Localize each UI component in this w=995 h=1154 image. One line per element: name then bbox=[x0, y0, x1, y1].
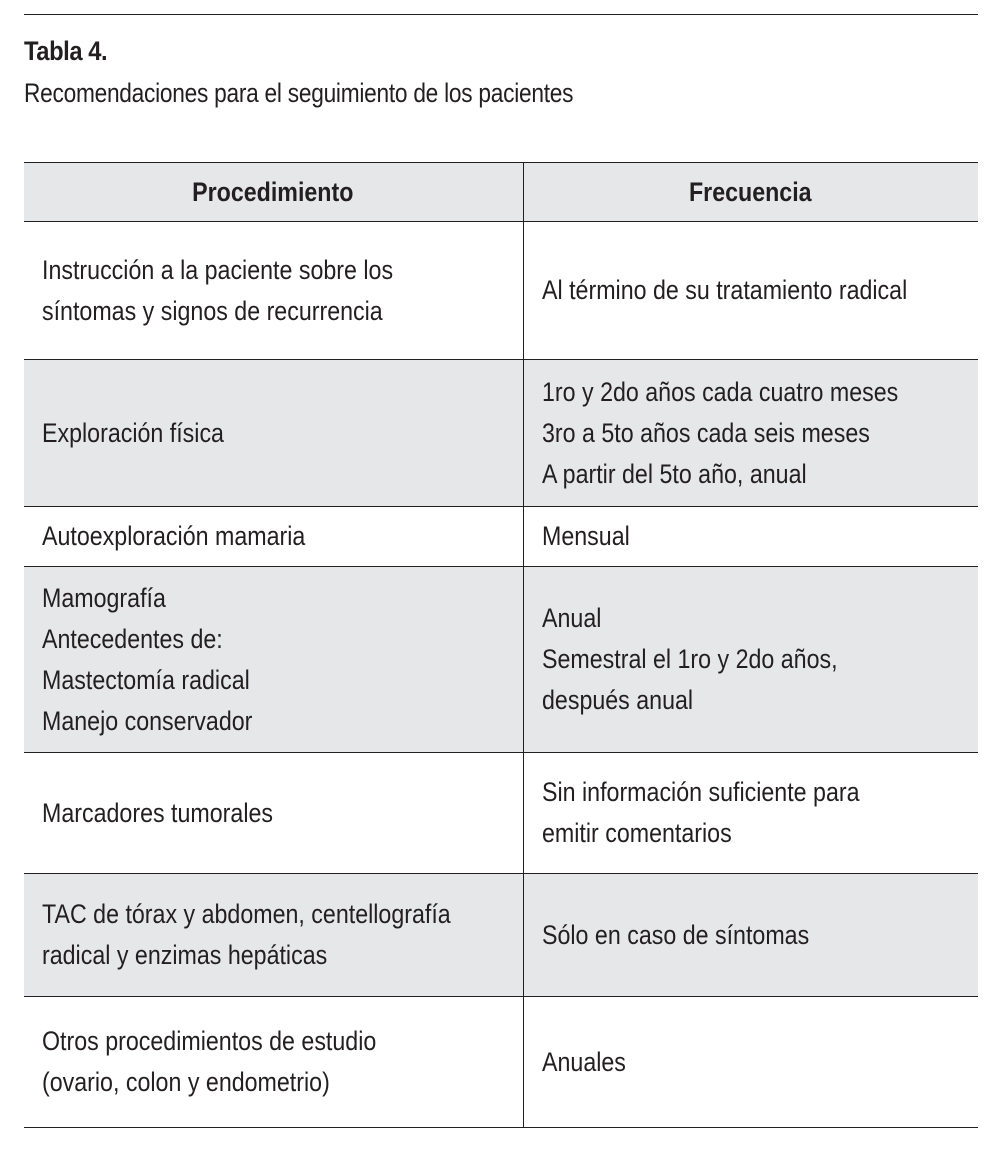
frequency-cell: Al término de su tratamiento radical bbox=[523, 222, 978, 360]
procedure-cell: Mamografía Antecedentes de: Mastectomía radical Manejo conservador bbox=[24, 567, 523, 753]
frequency-cell: Sólo en caso de síntomas bbox=[523, 874, 978, 997]
follow-up-table bbox=[24, 162, 978, 1128]
frequency-cell: Mensual bbox=[523, 507, 978, 567]
header-frecuencia: Frecuencia bbox=[523, 163, 978, 222]
table-row bbox=[24, 753, 978, 874]
table-row bbox=[24, 997, 978, 1128]
table-row bbox=[24, 360, 978, 507]
table-row bbox=[24, 874, 978, 997]
table-label: Tabla 4. bbox=[24, 36, 108, 66]
top-rule bbox=[24, 14, 978, 15]
procedure-cell: Marcadores tumorales bbox=[24, 753, 523, 874]
procedure-cell: Autoexploración mamaria bbox=[24, 507, 523, 567]
table-caption: Recomendaciones para el seguimiento de los pacientes bbox=[24, 78, 574, 108]
procedure-cell: Exploración física bbox=[24, 360, 523, 507]
header-row bbox=[24, 163, 978, 222]
frequency-cell: Sin información suficiente para emitir comentarios bbox=[523, 753, 978, 874]
table-row bbox=[24, 567, 978, 753]
procedure-cell: TAC de tórax y abdomen, centellografía radical y enzimas hepáticas bbox=[24, 874, 523, 997]
table-row bbox=[24, 507, 978, 567]
frequency-cell: 1ro y 2do años cada cuatro meses 3ro a 5to años cada seis meses A partir del 5to año, anual bbox=[523, 360, 978, 507]
header-procedimiento: Procedimiento bbox=[24, 163, 523, 222]
procedure-cell: Otros procedimientos de estudio (ovario, colon y endometrio) bbox=[24, 997, 523, 1128]
frequency-cell: Anual Semestral el 1ro y 2do años, después anual bbox=[523, 567, 978, 753]
frequency-cell: Anuales bbox=[523, 997, 978, 1128]
table-row bbox=[24, 222, 978, 360]
procedure-cell: Instrucción a la paciente sobre los síntomas y signos de recurrencia bbox=[24, 222, 523, 360]
